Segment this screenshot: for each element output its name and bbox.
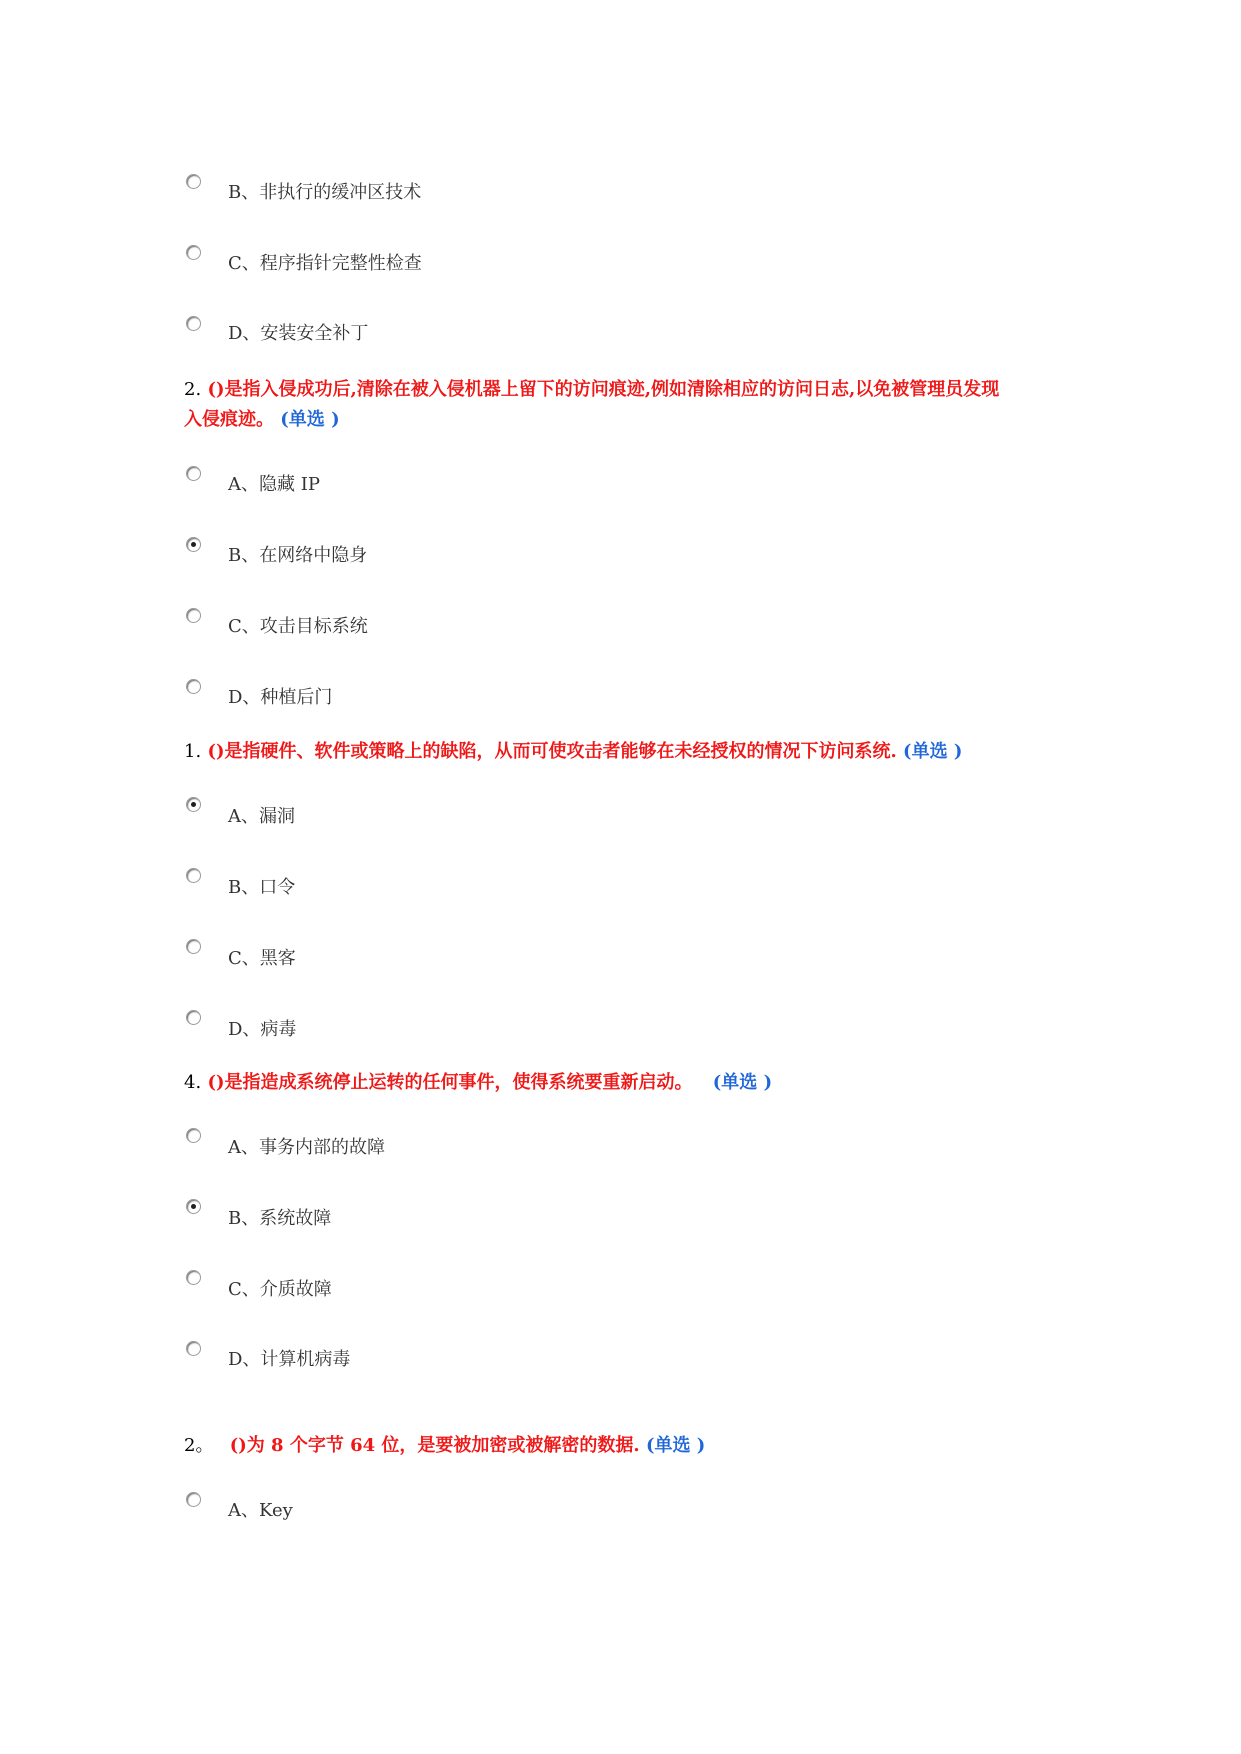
question-stem: ()是指造成系统停止运转的任何事件，使得系统要重新启动。 — [207, 1072, 693, 1093]
option-label: B、非执行的缓冲区技术 — [228, 182, 422, 203]
question-type: (单选 ) — [645, 1435, 706, 1456]
option-label: A、Key — [228, 1500, 293, 1521]
option-label: D、计算机病毒 — [228, 1349, 351, 1370]
radio-option-c[interactable] — [186, 939, 201, 954]
question-stem: ()是指硬件、软件或策略上的缺陷，从而可使攻击者能够在未经授权的情况下访问系统. — [207, 741, 897, 762]
radio-option-d[interactable] — [186, 1010, 201, 1025]
radio-selected-dot — [191, 802, 196, 807]
radio-option-c[interactable] — [186, 245, 201, 260]
question-text-continued — [184, 405, 340, 435]
question-type: (单选 ) — [903, 741, 963, 762]
question-stem: ()为 8 个字节 64 位，是要被加密或被解密的数据. — [229, 1435, 640, 1456]
question-stem-end: 入侵痕迹。 — [184, 409, 274, 430]
option-label: A、漏洞 — [228, 806, 295, 827]
radio-option-a[interactable] — [186, 466, 201, 481]
question-text — [184, 1431, 705, 1461]
radio-option-d[interactable] — [186, 679, 201, 694]
option-label: B、在网络中隐身 — [228, 545, 368, 566]
option-label: D、种植后门 — [228, 687, 333, 708]
option-label: C、攻击目标系统 — [228, 616, 368, 637]
option-label: C、黑客 — [228, 948, 296, 969]
radio-option-d[interactable] — [186, 316, 201, 331]
radio-option-c[interactable] — [186, 1270, 201, 1285]
option-label: C、介质故障 — [228, 1279, 332, 1300]
radio-option-d[interactable] — [186, 1341, 201, 1356]
question-text — [184, 1068, 772, 1098]
radio-option-a[interactable] — [186, 1128, 201, 1143]
radio-option-a[interactable] — [186, 1492, 201, 1507]
option-label: B、口令 — [228, 877, 296, 898]
option-label: B、系统故障 — [228, 1208, 332, 1229]
question-number: 2. — [184, 379, 202, 400]
radio-option-b[interactable] — [186, 1199, 201, 1214]
question-type: (单选 ) — [280, 409, 340, 430]
option-label: A、隐藏 IP — [228, 474, 320, 495]
radio-option-a[interactable] — [186, 797, 201, 812]
radio-option-b[interactable] — [186, 868, 201, 883]
question-text — [184, 375, 999, 405]
option-label: D、安装安全补丁 — [228, 323, 369, 344]
question-text — [184, 737, 962, 767]
option-label: C、程序指针完整性检查 — [228, 253, 422, 274]
option-label: A、事务内部的故障 — [228, 1137, 385, 1158]
question-type: (单选 ) — [712, 1072, 773, 1093]
radio-option-b[interactable] — [186, 537, 201, 552]
radio-selected-dot — [191, 542, 196, 547]
question-number: 4. — [184, 1072, 202, 1093]
option-label: D、病毒 — [228, 1019, 297, 1040]
radio-option-b[interactable] — [186, 174, 201, 189]
question-number: 2。 — [184, 1435, 214, 1456]
radio-selected-dot — [191, 1204, 196, 1209]
radio-option-c[interactable] — [186, 608, 201, 623]
question-number: 1. — [184, 741, 202, 762]
question-stem: ()是指入侵成功后,清除在被入侵机器上留下的访问痕迹,例如清除相应的访问日志,以免被管理员发现 — [207, 379, 1000, 400]
